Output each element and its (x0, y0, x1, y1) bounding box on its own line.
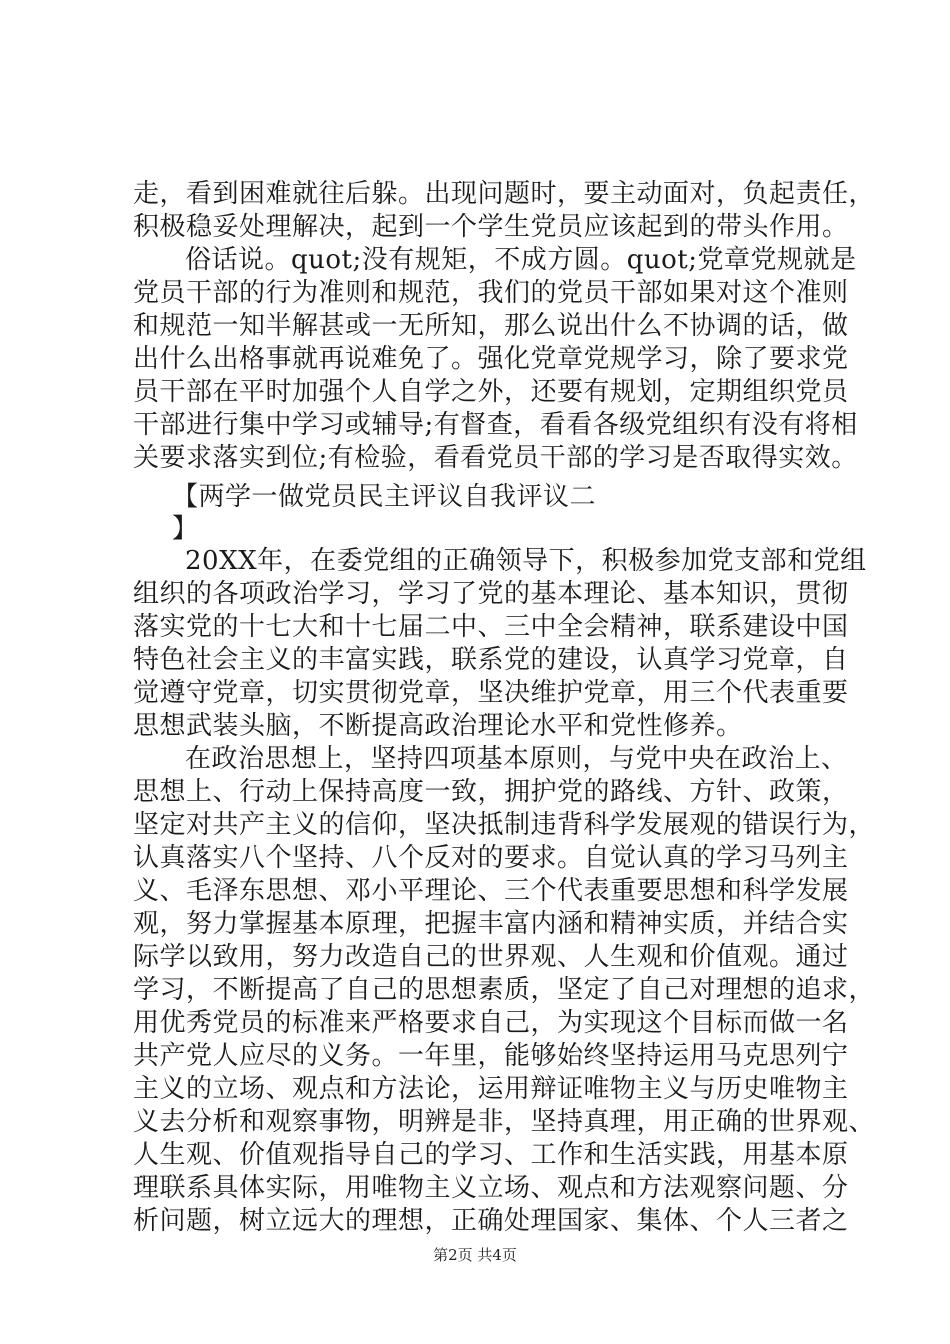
text-line: 20XX年，在委党组的正确领导下，积极参加党支部和党组 (185, 546, 867, 576)
text-line: 学习，不断提高了自己的思想素质，坚定了自己对理想的追求， (133, 975, 876, 1005)
text-line: 思想武装头脑，不断提高政治理论水平和党性修养。 (133, 711, 743, 741)
text-line: 思想上、行动上保持高度一致，拥护党的路线、方针、政策， (133, 777, 849, 807)
section-heading: 【两学一做党员民主评议自我评议二 (172, 482, 597, 512)
text-line: 干部进行集中学习或辅导;有督查，看看各级党组织有没有将相 (133, 410, 858, 440)
text-line: 义、毛泽东思想、邓小平理论、三个代表重要思想和科学发展 (133, 876, 849, 906)
text-line: 观，努力掌握基本原理，把握丰富内涵和精神实质，并结合实 (133, 909, 849, 939)
text-line: 理联系具体实际，用唯物主义立场、观点和方法观察问题、分 (133, 1173, 849, 1203)
text-line: 落实党的十七大和十七届二中、三中全会精神，联系建设中国 (133, 612, 849, 642)
text-line: 党员干部的行为准则和规范，我们的党员干部如果对这个准则 (133, 278, 849, 308)
text-line: 出什么出格事就再说难免了。强化党章党规学习，除了要求党 (133, 344, 849, 374)
text-line: 义去分析和观察事物，明辨是非，坚持真理，用正确的世界观、 (133, 1107, 876, 1137)
text-line: 共产党人应尽的义务。一年里，能够始终坚持运用马克思列宁 (133, 1041, 849, 1071)
text-line: 组织的各项政治学习，学习了党的基本理论、基本知识，贯彻 (133, 579, 849, 609)
text-line: 人生观、价值观指导自己的学习、工作和生活实践，用基本原 (133, 1140, 849, 1170)
page-number-footer: 第2页 共4页 (433, 1246, 517, 1264)
text-line: 析问题，树立远大的理想，正确处理国家、集体、个人三者之 (133, 1206, 849, 1236)
text-line: 走，看到困难就往后躲。出现问题时，要主动面对，负起责任， (133, 179, 876, 209)
text-line: 主义的立场、观点和方法论，运用辩证唯物主义与历史唯物主 (133, 1074, 849, 1104)
text-line: 际学以致用，努力改造自己的世界观、人生观和价值观。通过 (133, 942, 849, 972)
text-line: 坚定对共产主义的信仰，坚决抵制违背科学发展观的错误行为， (133, 810, 876, 840)
section-heading-end: 】 (172, 514, 199, 544)
text-line: 特色社会主义的丰富实践，联系党的建设，认真学习党章，自 (133, 645, 849, 675)
text-line: 在政治思想上，坚持四项基本原则，与党中央在政治上、 (185, 744, 848, 774)
text-line: 关要求落实到位;有检验，看看党员干部的学习是否取得实效。 (133, 443, 858, 473)
text-line: 觉遵守党章，切实贯彻党章，坚决维护党章，用三个代表重要 (133, 678, 849, 708)
text-line: 俗话说。quot;没有规矩，不成方圆。quot;党章党规就是 (185, 245, 857, 275)
text-line: 积极稳妥处理解决，起到一个学生党员应该起到的带头作用。 (133, 212, 849, 242)
text-line: 认真落实八个坚持、八个反对的要求。自觉认真的学习马列主 (133, 843, 849, 873)
text-line: 员干部在平时加强个人自学之外，还要有规划，定期组织党员 (133, 377, 849, 407)
text-line: 用优秀党员的标准来严格要求自己，为实现这个目标而做一名 (133, 1008, 849, 1038)
text-line: 和规范一知半解甚或一无所知，那么说出什么不协调的话，做 (133, 311, 849, 341)
